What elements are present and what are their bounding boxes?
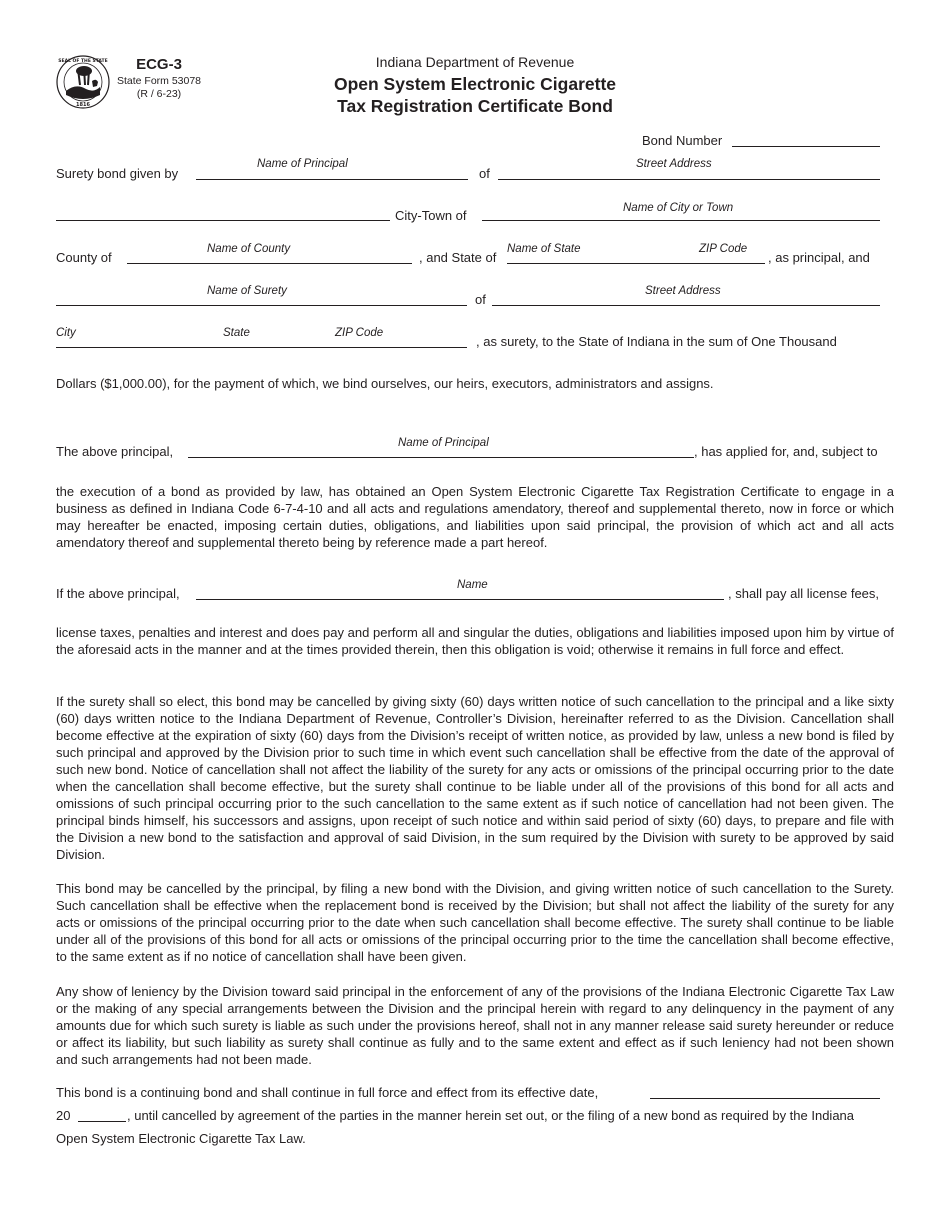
principal-name-field[interactable] <box>196 179 468 180</box>
license-fees-text: , shall pay all license fees, <box>728 586 880 601</box>
principal-city-field[interactable] <box>482 220 880 221</box>
state-zip-field[interactable] <box>507 263 765 264</box>
title-line-1: Open System Electronic Cigarette <box>333 74 617 94</box>
paragraph-surety-cancellation: If the surety shall so elect, this bond may be cancelled by giving sixty (60) days written notice of such cancellation to the principal and a like sixty (60) days written notice to the Indiana Department of Revenue, Controller’s Division, hereinafter referred to as the Division. Cancellation shall become effective at the expiration of sixty (60) days from the Division’s receipt of written notice, as provided by law, unless a new bond is filed by such principal and approved by the Division prior to such time in which event such cancellation shall be effective from the date of the approval of such new bond. Notice of cancellation shall not affect the liability of the surety for any acts or omissions of the principal occurring prior to the date when the cancellation shall become effective, but the surety shall continue to be liable under all of the provisions of this bond for all acts and omissions of such principal occurring prior to the such cancellation to the same extent as if such notice of cancellation had not been given. The principal binds himself, his successors and assigns, upon receipt of such notice and within said period of sixty (60) days, to prepare and file with the Division a new bond to the satisfaction and approval of said Division, in the sum required by the Division with surety to be approved by said Division. <box>56 694 894 862</box>
year-prefix: 20 <box>56 1108 71 1123</box>
surety-zip-caption: ZIP Code <box>335 327 384 339</box>
as-principal-label: , as principal, and <box>768 250 870 265</box>
agency-name: Indiana Department of Revenue <box>375 54 575 70</box>
paragraph-principal-cancellation: This bond may be cancelled by the principal, by filing a new bond with the Division, and giving written notice of such cancellation to the Surety. Such cancellation shall be effective when the replacement bond is received by the Division; but shall not affect the liability of the surety for any acts or omissions of the principal occurring prior to the date when such cancellation shall become effective. The surety shall continue to be liable under all of the provisions of this bond for all acts or omissions of the principal occurring prior to the time the cancellation shall become effective, to the same extent as if no notice of cancellation shall have been given. <box>56 881 894 964</box>
principal-city-caption: Name of City or Town <box>623 202 734 214</box>
title-line-2: Tax Registration Certificate Bond <box>337 96 613 116</box>
has-applied-text: , has applied for, and, subject to <box>694 444 878 459</box>
bond-number-field[interactable] <box>732 146 880 147</box>
continuing-bond-text-3: Open System Electronic Cigarette Tax Law. <box>56 1131 306 1146</box>
form-meta <box>108 75 210 101</box>
if-principal-name-field[interactable] <box>196 599 724 600</box>
county-caption: Name of County <box>207 243 291 255</box>
form-code: ECG-3 <box>136 56 182 73</box>
svg-text:SEAL OF THE STATE: SEAL OF THE STATE <box>58 59 108 64</box>
paragraph-obligation: license taxes, penalties and interest and does pay and perform all and singular the duties, obligations and liabilities imposed upon him by virtue of the aforesaid acts in the manner and at the times provided therein, then this obligation is void; otherwise it remains in full force and effect. <box>56 625 894 657</box>
surety-bond-given-by-label: Surety bond given by <box>56 166 179 181</box>
principal-name-caption: Name of Principal <box>257 158 348 170</box>
form-revision: (R / 6-23) <box>136 88 182 100</box>
state-of-label: , and State of <box>419 250 497 265</box>
effective-date-field[interactable] <box>650 1098 880 1099</box>
surety-name-field[interactable] <box>56 305 467 306</box>
state-form-number: State Form 53078 <box>116 75 202 87</box>
city-town-label: City-Town of <box>395 208 467 223</box>
surety-name-caption: Name of Surety <box>207 285 287 297</box>
bond-number-label: Bond Number <box>642 133 723 148</box>
surety-state-caption: State <box>223 327 250 339</box>
effective-year-field[interactable] <box>78 1121 126 1122</box>
surety-city-caption: City <box>56 327 76 339</box>
state-seal-logo <box>56 55 110 109</box>
paragraph-leniency: Any show of leniency by the Division toward said principal in the enforcement of any of the provisions of the Indiana Electronic Cigarette Tax Law or the making of any special arrangements between the Division and the principal herein with regard to any delinquency in the payment of any amounts due for which such surety is liable as such under the provisions hereof, shall not in any manner release said surety hereunder or reduce or affect its liability, but such liability as surety shall continue as fully and to the same extent and effect as if such leniency had not been shown and such arrangements had not been made. <box>56 984 894 1067</box>
form-title <box>275 73 675 117</box>
of-label: of <box>479 166 490 181</box>
surety-street-caption: Street Address <box>645 285 721 297</box>
county-label: County of <box>56 250 112 265</box>
if-principal-caption: Name <box>457 579 488 591</box>
continuing-bond-text-2: , until cancelled by agreement of the parties in the manner herein set out, or the filing of a new bond as required by the Indiana <box>127 1108 855 1123</box>
principal-address-line-field[interactable] <box>56 220 390 221</box>
principal-street-caption: Street Address <box>636 158 712 170</box>
surety-street-field[interactable] <box>492 305 880 306</box>
dollars-line: Dollars ($1,000.00), for the payment of which, we bind ourselves, our heirs, executors, administrators and assigns. <box>56 376 714 391</box>
above-principal-label: The above principal, <box>56 444 174 459</box>
surety-of-label: of <box>475 292 486 307</box>
county-field[interactable] <box>127 263 412 264</box>
state-caption: Name of State <box>507 243 581 255</box>
principal-street-field[interactable] <box>498 179 880 180</box>
svg-text:1816: 1816 <box>76 102 90 108</box>
zip-caption: ZIP Code <box>699 243 748 255</box>
continuing-bond-text: This bond is a continuing bond and shall continue in full force and effect from its effective date, <box>56 1085 599 1100</box>
above-principal-caption: Name of Principal <box>398 437 489 449</box>
surety-city-state-zip-field[interactable] <box>56 347 467 348</box>
above-principal-name-field[interactable] <box>188 457 694 458</box>
paragraph-registration: the execution of a bond as provided by law, has obtained an Open System Electronic Cigarette Tax Registration Certificate to engage in a business as defined in Indiana Code 6-7-4-10 and all acts and regulations amendatory, thereof and supplemental thereto, now in force or which may hereafter be enacted, imposing certain duties, obligations, and liabilities upon said principal, the provision of which act and all acts amendatory thereof and supplemental thereto being by reference made a part hereof. <box>56 484 894 550</box>
if-principal-label: If the above principal, <box>56 586 180 601</box>
as-surety-text: , as surety, to the State of Indiana in the sum of One Thousand <box>476 334 837 349</box>
